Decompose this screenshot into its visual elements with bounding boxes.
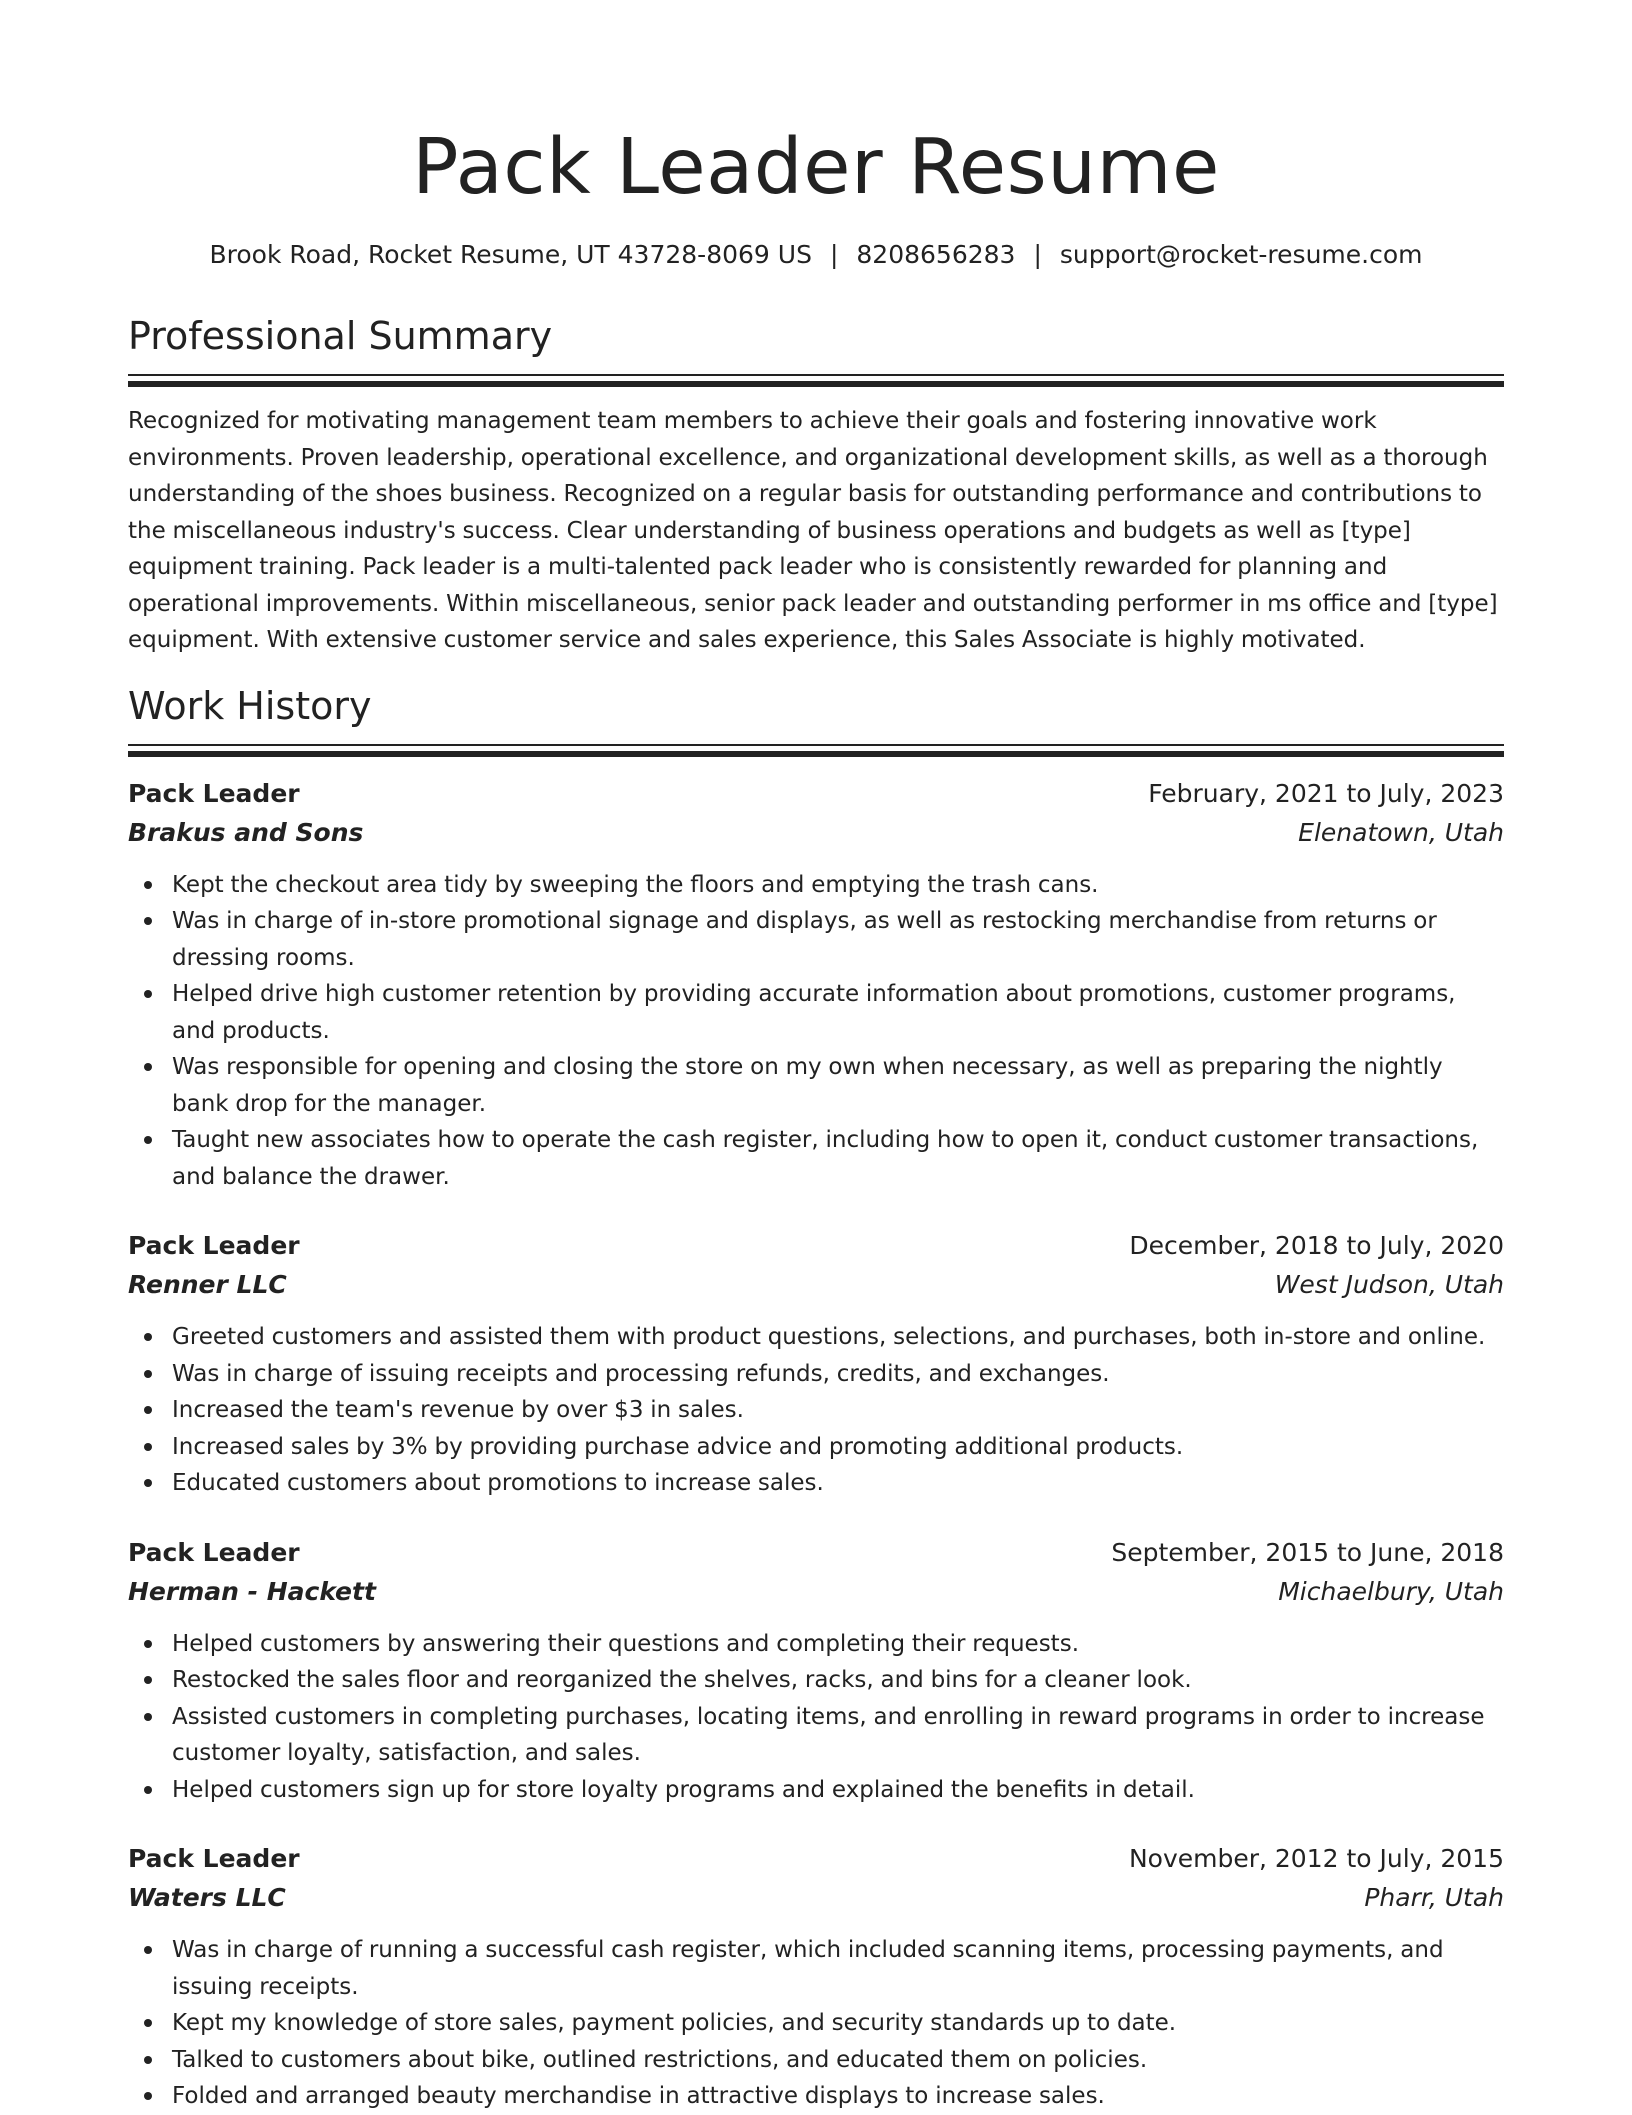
job-header	[128, 1840, 1504, 1878]
job-bullet: Kept my knowledge of store sales, payment policies, and security standards up to date.	[128, 2005, 1504, 2042]
job-title: Pack Leader	[128, 1844, 300, 1873]
job-bullet: Helped drive high customer retention by providing accurate information about promotions, customer programs, and products.	[128, 976, 1504, 1049]
job-bullets	[128, 1626, 1504, 1809]
job-header	[128, 775, 1504, 813]
section-divider	[128, 751, 1504, 757]
job-bullet: Kept the checkout area tidy by sweeping the floors and emptying the trash cans.	[128, 867, 1504, 904]
section-divider	[128, 374, 1504, 376]
job-title: Pack Leader	[128, 1537, 300, 1567]
job-bullet: Increased sales by 3% by providing purchase advice and promoting additional products.	[128, 1429, 1504, 1466]
job-company: Renner LLC	[128, 1270, 287, 1299]
job-location: Pharr, Utah	[1364, 1883, 1504, 1912]
section-divider	[128, 744, 1504, 746]
job-dates: September, 2015 to June, 2018	[1111, 1537, 1504, 1567]
job-bullets	[128, 1932, 1504, 2115]
job-bullet: Was in charge of running a successful cash register, which included scanning items, processing payments, and issuing receipts.	[128, 1932, 1504, 2005]
job-bullet: Restocked the sales floor and reorganized the shelves, racks, and bins for a cleaner look.	[128, 1662, 1504, 1699]
job-bullet: Educated customers about promotions to increase sales.	[128, 1465, 1504, 1502]
job-bullet: Taught new associates how to operate the cash register, including how to open it, conduct customer transactions, and balance the drawer.	[128, 1122, 1504, 1195]
resume-page	[128, 0, 1504, 2115]
job-company: Brakus and Sons	[128, 817, 364, 847]
contact-line	[128, 238, 1504, 272]
job-title: Pack Leader	[128, 778, 300, 808]
job-subheader	[128, 1572, 1504, 1612]
job-location: West Judson, Utah	[1274, 1270, 1504, 1299]
summary-text: Recognized for motivating management team members to achieve their goals and fostering innovative work environments. Proven leadership, operational excellence, and organizational development skills, as well as a thorough understanding of the shoes business. Recognized on a regular basis for outstanding performance and contributions to the miscellaneous industry's success. Clear understanding of business operations and budgets as well as [type] equipment training. Pack leader is a multi-talented pack leader who is consistently rewarded for planning and operational improvements. Within miscellaneous, senior pack leader and outstanding performer in ms office and [type] equipment. With extensive customer service and sales experience, this Sales Associate is highly motivated.	[128, 408, 1498, 653]
contact-address: Brook Road, Rocket Resume, UT 43728-8069 US	[209, 240, 812, 269]
contact-separator: |	[1033, 240, 1042, 269]
professional-summary-section	[128, 312, 1504, 659]
job-bullet: Increased the team's revenue by over $3 in sales.	[128, 1392, 1504, 1429]
job-bullets	[128, 1319, 1504, 1502]
job-bullet: Folded and arranged beauty merchandise in attractive displays to increase sales.	[128, 2078, 1504, 2115]
job-company: Herman - Hackett	[128, 1576, 376, 1606]
job-bullet: Greeted customers and assisted them with product questions, selections, and purchases, both in-store and online.	[128, 1319, 1504, 1356]
job-location: Elenatown, Utah	[1298, 817, 1504, 847]
job-location: Michaelbury, Utah	[1278, 1576, 1504, 1606]
resume-title: Pack Leader Resume	[412, 123, 1220, 212]
job-bullet: Talked to customers about bike, outlined restrictions, and educated them on policies.	[128, 2042, 1504, 2079]
job-company: Waters LLC	[128, 1883, 286, 1912]
job-title: Pack Leader	[128, 1231, 300, 1260]
job-entry	[128, 1227, 1504, 1502]
job-dates: November, 2012 to July, 2015	[1128, 1844, 1504, 1873]
job-entry	[128, 1534, 1504, 1809]
job-subheader	[128, 813, 1504, 853]
job-bullets	[128, 867, 1504, 1196]
section-divider	[128, 381, 1504, 387]
section-heading-summary: Professional Summary	[128, 314, 553, 358]
job-header	[128, 1534, 1504, 1572]
job-bullet: Helped customers sign up for store loyalty programs and explained the benefits in detail.	[128, 1772, 1504, 1809]
section-heading-work-history: Work History	[128, 683, 372, 728]
contact-email: support@rocket-resume.com	[1059, 240, 1423, 269]
job-dates: February, 2021 to July, 2023	[1148, 778, 1504, 808]
work-history-section	[128, 682, 1504, 2115]
job-bullet: Was in charge of in-store promotional signage and displays, as well as restocking merchandise from returns or dressing rooms.	[128, 903, 1504, 976]
job-bullet: Was in charge of issuing receipts and processing refunds, credits, and exchanges.	[128, 1356, 1504, 1393]
job-bullet: Assisted customers in completing purchases, locating items, and enrolling in reward programs in order to increase customer loyalty, satisfaction, and sales.	[128, 1699, 1504, 1772]
contact-separator: |	[829, 240, 839, 269]
job-dates: December, 2018 to July, 2020	[1129, 1231, 1504, 1260]
job-entry	[128, 775, 1504, 1196]
job-header	[128, 1227, 1504, 1265]
job-subheader	[128, 1265, 1504, 1305]
job-subheader	[128, 1878, 1504, 1918]
job-bullet: Helped customers by answering their questions and completing their requests.	[128, 1626, 1504, 1663]
job-bullet: Was responsible for opening and closing the store on my own when necessary, as well as preparing the nightly bank drop for the manager.	[128, 1049, 1504, 1122]
job-entry	[128, 1840, 1504, 2115]
contact-phone: 8208656283	[856, 240, 1016, 269]
